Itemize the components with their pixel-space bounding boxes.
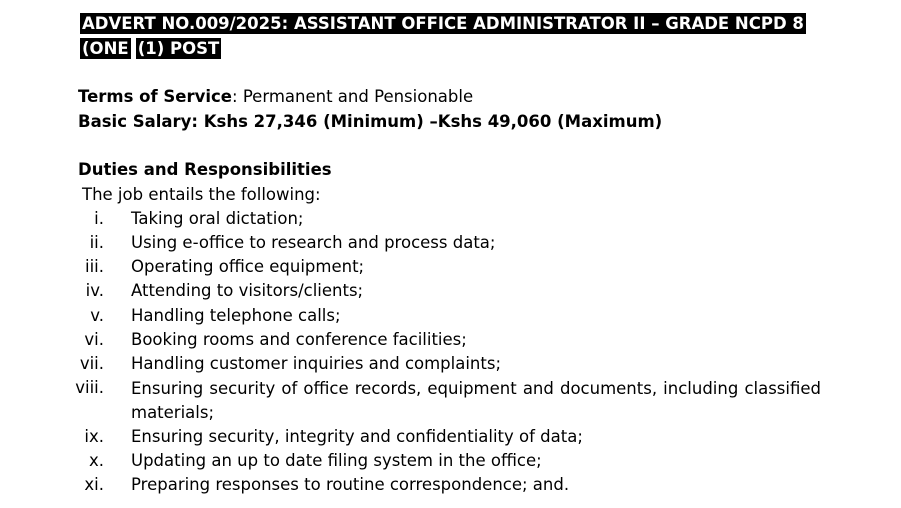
list-item-number: xi.	[84, 475, 104, 494]
salary-label: Basic Salary	[78, 112, 192, 131]
advert-title-line-1	[80, 13, 806, 34]
list-item-text: Handling customer inquiries and complaints;	[131, 354, 502, 373]
list-item-text: Taking oral dictation;	[131, 209, 304, 228]
list-item-number: ix.	[84, 427, 104, 446]
list-item-number: v.	[90, 306, 104, 325]
salary-value: : Kshs 27,346 (Minimum) –Kshs 49,060 (Maximum)	[191, 112, 663, 131]
list-item-number: x.	[88, 451, 104, 470]
advert-title-text: ADVERT NO.009/2025: ASSISTANT OFFICE ADMINISTRATOR II – GRADE NCPD 8	[82, 14, 804, 33]
terms-label: Terms of Service	[78, 87, 233, 106]
list-item-number: iii.	[85, 257, 104, 276]
basic-salary	[78, 111, 662, 133]
list-item-number: iv.	[85, 281, 104, 300]
list-item-number: i.	[94, 209, 104, 228]
list-item-text: Attending to visitors/clients;	[131, 281, 364, 300]
advert-title-post-count-a: (ONE	[82, 39, 129, 58]
advert-title-post-count-b: (1) POST	[137, 39, 220, 58]
list-item-number: ii.	[89, 233, 104, 252]
terms-value: : Permanent and Pensionable	[232, 87, 474, 106]
list-item-text: Ensuring security of office records, equipment and documents, including classified materials;	[131, 379, 821, 422]
list-item-text: Booking rooms and conference facilities;	[131, 330, 467, 349]
advert-title-line-2	[80, 38, 221, 59]
list-item-number: vii.	[79, 354, 104, 373]
list-item-number: vi.	[84, 330, 104, 349]
list-item-text: Updating an up to date filing system in the office;	[131, 451, 542, 470]
list-item-number: viii.	[75, 378, 104, 397]
duties-heading: Duties and Responsibilities	[78, 160, 332, 179]
list-item-text: Using e-office to research and process data;	[131, 233, 496, 252]
list-item-text: Preparing responses to routine correspondence; and.	[131, 475, 570, 494]
terms-of-service	[78, 86, 473, 108]
duties-intro: The job entails the following:	[82, 185, 321, 204]
list-item-text: Ensuring security, integrity and confidentiality of data;	[131, 427, 583, 446]
list-item-text: Handling telephone calls;	[131, 306, 341, 325]
list-item-text: Operating office equipment;	[131, 257, 365, 276]
